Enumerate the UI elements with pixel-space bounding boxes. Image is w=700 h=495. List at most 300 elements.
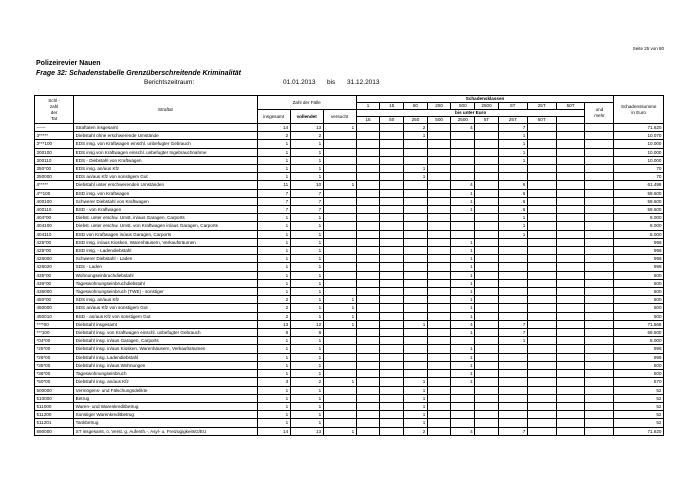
cell-class-count bbox=[527, 370, 556, 378]
cell-insgesamt: 1 bbox=[257, 255, 290, 263]
class-from: 1 bbox=[356, 103, 380, 110]
class-from: 15 bbox=[380, 103, 404, 110]
cell-class-count bbox=[356, 214, 380, 222]
cell-class-count bbox=[585, 312, 614, 320]
cell-insgesamt: 1 bbox=[257, 288, 290, 296]
cell-class-count bbox=[427, 263, 451, 271]
cell-versucht bbox=[323, 419, 356, 427]
cell-straftat: BSD - von Kraftwagen bbox=[74, 206, 258, 214]
cell-straftat: Vermögens- und Fälschungsdelikte bbox=[74, 386, 258, 394]
cell-class-count bbox=[380, 427, 404, 435]
table-row bbox=[35, 148, 664, 156]
table-row bbox=[35, 132, 664, 140]
cell-key: 450*00 bbox=[35, 296, 74, 304]
cell-summe: 998 bbox=[614, 353, 664, 361]
cell-versucht bbox=[323, 230, 356, 238]
cell-class-count: 1 bbox=[451, 197, 475, 205]
cell-summe: 8.000 bbox=[614, 222, 664, 230]
cell-class-count bbox=[556, 288, 585, 296]
cell-class-count bbox=[585, 148, 614, 156]
cell-class-count bbox=[380, 304, 404, 312]
cell-key: 426020 bbox=[35, 263, 74, 271]
cell-class-count bbox=[585, 394, 614, 402]
class-to: 25T bbox=[498, 117, 527, 124]
cell-class-count bbox=[556, 189, 585, 197]
cell-class-count bbox=[585, 329, 614, 337]
cell-vollendet: 1 bbox=[290, 394, 323, 402]
cell-class-count bbox=[527, 402, 556, 410]
cell-class-count bbox=[556, 329, 585, 337]
cell-summe: 52 bbox=[614, 411, 664, 419]
table-row bbox=[35, 386, 664, 394]
cell-class-count bbox=[475, 206, 499, 214]
table-header bbox=[35, 96, 664, 124]
cell-vollendet: 7 bbox=[290, 206, 323, 214]
cell-vollendet: 1 bbox=[290, 140, 323, 148]
cell-versucht bbox=[323, 353, 356, 361]
cell-class-count bbox=[585, 271, 614, 279]
cell-class-count bbox=[585, 337, 614, 345]
cell-class-count bbox=[556, 140, 585, 148]
cell-insgesamt: 1 bbox=[257, 279, 290, 287]
cell-class-count: 1 bbox=[451, 263, 475, 271]
cell-class-count bbox=[498, 263, 527, 271]
cell-versucht bbox=[323, 288, 356, 296]
cell-insgesamt: 1 bbox=[257, 165, 290, 173]
cell-vollendet: 1 bbox=[290, 255, 323, 263]
table-row bbox=[35, 173, 664, 181]
cell-class-count bbox=[556, 173, 585, 181]
cell-class-count bbox=[556, 279, 585, 287]
cell-class-count bbox=[585, 427, 614, 435]
cell-class-count bbox=[427, 247, 451, 255]
cell-class-count bbox=[498, 419, 527, 427]
cell-key: 510000 bbox=[35, 394, 74, 402]
cell-class-count bbox=[498, 304, 527, 312]
cell-straftat: Waren- und Warenkreditbetrug bbox=[74, 402, 258, 410]
cell-class-count bbox=[498, 247, 527, 255]
cell-versucht: 1 bbox=[323, 296, 356, 304]
cell-class-count: 6 bbox=[498, 197, 527, 205]
cell-key: 436000 bbox=[35, 288, 74, 296]
cell-class-count bbox=[475, 230, 499, 238]
table-row bbox=[35, 402, 664, 410]
header-versucht: versucht bbox=[323, 110, 356, 124]
cell-class-count bbox=[475, 304, 499, 312]
cell-class-count bbox=[556, 156, 585, 164]
header-straftat: Straftat bbox=[74, 96, 258, 124]
cell-class-count: 1 bbox=[404, 411, 428, 419]
cell-class-count bbox=[404, 263, 428, 271]
cell-class-count bbox=[404, 296, 428, 304]
cell-summe: 500 bbox=[614, 361, 664, 369]
cell-summe: 998 bbox=[614, 247, 664, 255]
cell-class-count bbox=[585, 263, 614, 271]
table-row bbox=[35, 279, 664, 287]
cell-summe: 69.500 bbox=[614, 329, 664, 337]
cell-class-count bbox=[427, 124, 451, 132]
cell-class-count bbox=[527, 345, 556, 353]
cell-class-count bbox=[427, 427, 451, 435]
cell-class-count bbox=[556, 181, 585, 189]
cell-class-count bbox=[380, 320, 404, 328]
cell-vollendet: 10 bbox=[290, 181, 323, 189]
cell-versucht bbox=[323, 165, 356, 173]
cell-class-count bbox=[427, 230, 451, 238]
cell-insgesamt: 2 bbox=[257, 304, 290, 312]
cell-class-count bbox=[380, 288, 404, 296]
cell-key: 350*00 bbox=[35, 165, 74, 173]
cell-vollendet: 1 bbox=[290, 419, 323, 427]
class-to: 500 bbox=[427, 117, 451, 124]
cell-class-count bbox=[527, 320, 556, 328]
cell-class-count bbox=[527, 329, 556, 337]
cell-class-count bbox=[356, 337, 380, 345]
cell-vollendet: 2 bbox=[290, 132, 323, 140]
cell-summe: 10.000 bbox=[614, 140, 664, 148]
cell-versucht bbox=[323, 394, 356, 402]
cell-key: 425*00 bbox=[35, 238, 74, 246]
cell-class-count bbox=[404, 140, 428, 148]
cell-vollendet: 7 bbox=[290, 189, 323, 197]
cell-insgesamt: 1 bbox=[257, 222, 290, 230]
cell-class-count bbox=[380, 156, 404, 164]
cell-straftat: BSD von Kraftwagen in/aus Garagen, Carports bbox=[74, 230, 258, 238]
cell-class-count bbox=[404, 181, 428, 189]
cell-class-count bbox=[585, 165, 614, 173]
cell-straftat: SDS an/aus Kfz von sonstigem Gut bbox=[74, 304, 258, 312]
cell-class-count bbox=[427, 255, 451, 263]
cell-class-count bbox=[475, 173, 499, 181]
cell-straftat: EDS an/aus Kfz von sonstigem Gut bbox=[74, 173, 258, 181]
cell-class-count: 1 bbox=[404, 173, 428, 181]
cell-summe: 8.000 bbox=[614, 337, 664, 345]
cell-class-count bbox=[556, 320, 585, 328]
cell-class-count: 1 bbox=[498, 337, 527, 345]
cell-class-count bbox=[527, 427, 556, 435]
table-row bbox=[35, 124, 664, 132]
cell-class-count bbox=[498, 173, 527, 181]
cell-class-count bbox=[451, 165, 475, 173]
cell-key: 435*00 bbox=[35, 271, 74, 279]
cell-key: 500000 bbox=[35, 386, 74, 394]
cell-straftat: Diebstahl insg. in/aus Wohnungen bbox=[74, 361, 258, 369]
cell-straftat: Betrug bbox=[74, 394, 258, 402]
cell-class-count: 4 bbox=[451, 124, 475, 132]
table-row bbox=[35, 189, 664, 197]
cell-class-count bbox=[356, 173, 380, 181]
cell-class-count bbox=[527, 189, 556, 197]
table-row bbox=[35, 288, 664, 296]
cell-class-count: 1 bbox=[451, 361, 475, 369]
class-from: 5T bbox=[498, 103, 527, 110]
cell-class-count bbox=[498, 255, 527, 263]
cell-class-count bbox=[356, 140, 380, 148]
cell-class-count bbox=[427, 320, 451, 328]
cell-class-count: 1 bbox=[404, 132, 428, 140]
cell-class-count bbox=[380, 419, 404, 427]
cell-class-count: 1 bbox=[451, 288, 475, 296]
cell-insgesamt: 1 bbox=[257, 411, 290, 419]
header-summe: Schadenssumme in Euro bbox=[614, 96, 664, 124]
cell-versucht: 1 bbox=[323, 304, 356, 312]
cell-class-count: 4 bbox=[451, 427, 475, 435]
cell-vollendet: 1 bbox=[290, 353, 323, 361]
cell-class-count bbox=[427, 206, 451, 214]
cell-class-count bbox=[451, 222, 475, 230]
cell-versucht bbox=[323, 238, 356, 246]
cell-class-count bbox=[404, 304, 428, 312]
cell-class-count bbox=[556, 411, 585, 419]
cell-key: *36*00 bbox=[35, 370, 74, 378]
cell-class-count bbox=[404, 329, 428, 337]
table-row bbox=[35, 345, 664, 353]
cell-key: 436*00 bbox=[35, 279, 74, 287]
class-from: 2500 bbox=[475, 103, 499, 110]
cell-summe: 59.500 bbox=[614, 189, 664, 197]
table-row bbox=[35, 140, 664, 148]
cell-class-count bbox=[527, 173, 556, 181]
cell-class-count bbox=[427, 337, 451, 345]
cell-insgesamt: 8 bbox=[257, 329, 290, 337]
table-row bbox=[35, 353, 664, 361]
cell-class-count bbox=[475, 255, 499, 263]
cell-class-count bbox=[356, 189, 380, 197]
cell-class-count bbox=[404, 370, 428, 378]
cell-class-count bbox=[527, 353, 556, 361]
cell-class-count bbox=[356, 255, 380, 263]
cell-class-count bbox=[404, 288, 428, 296]
cell-class-count bbox=[380, 402, 404, 410]
table-row bbox=[35, 165, 664, 173]
cell-class-count bbox=[356, 197, 380, 205]
cell-insgesamt: 1 bbox=[257, 214, 290, 222]
cell-class-count bbox=[585, 173, 614, 181]
cell-summe: 998 bbox=[614, 263, 664, 271]
cell-class-count bbox=[527, 238, 556, 246]
cell-class-count bbox=[380, 353, 404, 361]
cell-class-count bbox=[380, 271, 404, 279]
cell-class-count bbox=[451, 132, 475, 140]
cell-key: 400110 bbox=[35, 206, 74, 214]
cell-straftat: EDS insg. an/aus Kfz bbox=[74, 165, 258, 173]
cell-class-count bbox=[585, 419, 614, 427]
cell-class-count bbox=[585, 378, 614, 386]
cell-versucht: 1 bbox=[323, 312, 356, 320]
cell-key: 450010 bbox=[35, 312, 74, 320]
header-bis-unter-euro: bis unter Euro bbox=[356, 110, 585, 117]
cell-class-count bbox=[380, 411, 404, 419]
cell-versucht bbox=[323, 337, 356, 345]
cell-class-count bbox=[556, 238, 585, 246]
cell-class-count bbox=[356, 165, 380, 173]
cell-vollendet: 1 bbox=[290, 288, 323, 296]
cell-class-count bbox=[475, 132, 499, 140]
cell-key: 426*00 bbox=[35, 247, 74, 255]
page-number: Seite 25 von 80 bbox=[632, 46, 664, 51]
cell-class-count bbox=[427, 271, 451, 279]
table-row bbox=[35, 361, 664, 369]
cell-class-count bbox=[585, 197, 614, 205]
cell-class-count bbox=[356, 156, 380, 164]
cell-class-count bbox=[475, 296, 499, 304]
cell-straftat: Diebstahl unter erschwerenden Umständen bbox=[74, 181, 258, 189]
cell-summe: 500 bbox=[614, 279, 664, 287]
cell-insgesamt: 1 bbox=[257, 386, 290, 394]
cell-class-count: 6 bbox=[498, 206, 527, 214]
cell-class-count bbox=[585, 156, 614, 164]
cell-class-count bbox=[498, 238, 527, 246]
cell-class-count bbox=[356, 271, 380, 279]
cell-class-count bbox=[380, 386, 404, 394]
cell-insgesamt: 1 bbox=[257, 140, 290, 148]
cell-class-count bbox=[498, 288, 527, 296]
cell-class-count bbox=[404, 247, 428, 255]
cell-key: 3***100 bbox=[35, 140, 74, 148]
cell-class-count bbox=[451, 394, 475, 402]
cell-class-count bbox=[585, 370, 614, 378]
cell-insgesamt: 3 bbox=[257, 378, 290, 386]
cell-key: 511200 bbox=[35, 411, 74, 419]
cell-class-count bbox=[380, 181, 404, 189]
cell-class-count bbox=[475, 386, 499, 394]
cell-class-count bbox=[356, 206, 380, 214]
cell-class-count bbox=[380, 124, 404, 132]
cell-straftat: Diebstahl insg. in/aus Garagen, Carports bbox=[74, 337, 258, 345]
cell-key: 404100 bbox=[35, 222, 74, 230]
cell-class-count bbox=[556, 337, 585, 345]
cell-class-count bbox=[356, 378, 380, 386]
cell-straftat: Diebstahl insgesamt bbox=[74, 320, 258, 328]
cell-class-count bbox=[585, 206, 614, 214]
cell-straftat: ST insgesamt, o. Verst. g. Aufenth.-, Asyl- u. FreizügigkeitsG/EU bbox=[74, 427, 258, 435]
cell-class-count: 4 bbox=[451, 181, 475, 189]
cell-class-count bbox=[475, 370, 499, 378]
cell-straftat: Diebstahl insg. von Kraftwagen einschl. unbefugter Gebrauch bbox=[74, 329, 258, 337]
cell-versucht bbox=[323, 197, 356, 205]
cell-class-count bbox=[356, 345, 380, 353]
cell-class-count bbox=[475, 427, 499, 435]
cell-vollendet: 1 bbox=[290, 238, 323, 246]
cell-summe: 70 bbox=[614, 165, 664, 173]
cell-class-count bbox=[498, 271, 527, 279]
cell-versucht bbox=[323, 255, 356, 263]
cell-vollendet: 1 bbox=[290, 247, 323, 255]
cell-class-count: 1 bbox=[451, 279, 475, 287]
cell-class-count bbox=[556, 124, 585, 132]
cell-class-count bbox=[475, 345, 499, 353]
cell-straftat: Diebstahl insg. Ladendiebstahl bbox=[74, 353, 258, 361]
cell-insgesamt: 1 bbox=[257, 370, 290, 378]
cell-summe: 998 bbox=[614, 238, 664, 246]
cell-insgesamt: 1 bbox=[257, 337, 290, 345]
class-und-mehr: und mehr bbox=[585, 103, 614, 124]
cell-class-count bbox=[475, 247, 499, 255]
cell-insgesamt: 1 bbox=[257, 271, 290, 279]
cell-class-count bbox=[451, 337, 475, 345]
cell-class-count bbox=[356, 386, 380, 394]
cell-class-count bbox=[356, 411, 380, 419]
cell-class-count: 4 bbox=[451, 320, 475, 328]
header-zahl-faelle: Zahl der Fälle bbox=[257, 96, 356, 110]
cell-key: 404*00 bbox=[35, 214, 74, 222]
cell-summe: 500 bbox=[614, 312, 664, 320]
cell-class-count: 1 bbox=[451, 206, 475, 214]
cell-class-count bbox=[404, 156, 428, 164]
cell-key: 400100 bbox=[35, 197, 74, 205]
cell-class-count bbox=[585, 353, 614, 361]
cell-summe: 500 bbox=[614, 296, 664, 304]
cell-class-count bbox=[498, 370, 527, 378]
cell-class-count bbox=[556, 263, 585, 271]
cell-straftat: Straftaten insgesamt bbox=[74, 124, 258, 132]
cell-straftat: EDS insg. von Kraftwagen einschl. unbefugter Gebrauch bbox=[74, 140, 258, 148]
cell-class-count bbox=[475, 263, 499, 271]
class-to-empty bbox=[556, 117, 585, 124]
class-from: 250 bbox=[427, 103, 451, 110]
cell-class-count bbox=[356, 279, 380, 287]
cell-class-count bbox=[451, 386, 475, 394]
table-row bbox=[35, 181, 664, 189]
cell-key: ------ bbox=[35, 124, 74, 132]
cell-class-count bbox=[404, 353, 428, 361]
cell-insgesamt: 14 bbox=[257, 124, 290, 132]
table-row bbox=[35, 378, 664, 386]
cell-class-count: 1 bbox=[451, 238, 475, 246]
cell-vollendet: 1 bbox=[290, 345, 323, 353]
cell-class-count bbox=[427, 361, 451, 369]
cell-straftat: Tageswohnungseinbruch (TWE) - sonstiger bbox=[74, 288, 258, 296]
cell-class-count bbox=[585, 361, 614, 369]
cell-class-count bbox=[427, 402, 451, 410]
cell-class-count bbox=[585, 402, 614, 410]
class-to: 5T bbox=[475, 117, 499, 124]
cell-straftat: SDS - Laden bbox=[74, 263, 258, 271]
cell-versucht bbox=[323, 148, 356, 156]
cell-class-count bbox=[498, 394, 527, 402]
cell-class-count bbox=[527, 222, 556, 230]
cell-class-count bbox=[475, 140, 499, 148]
cell-class-count bbox=[427, 345, 451, 353]
cell-class-count bbox=[475, 238, 499, 246]
cell-class-count bbox=[556, 230, 585, 238]
cell-summe: 998 bbox=[614, 345, 664, 353]
cell-key: 300110 bbox=[35, 156, 74, 164]
cell-key: *26*00 bbox=[35, 353, 74, 361]
header-schadensklassen: Schadensklassen bbox=[356, 96, 614, 103]
cell-key: 511000 bbox=[35, 402, 74, 410]
cell-class-count bbox=[380, 206, 404, 214]
cell-versucht bbox=[323, 222, 356, 230]
cell-class-count bbox=[585, 345, 614, 353]
cell-class-count: 1 bbox=[404, 402, 428, 410]
table-row bbox=[35, 247, 664, 255]
cell-class-count bbox=[556, 222, 585, 230]
cell-class-count bbox=[498, 402, 527, 410]
cell-vollendet: 1 bbox=[290, 165, 323, 173]
cell-class-count bbox=[475, 320, 499, 328]
cell-class-count bbox=[380, 214, 404, 222]
cell-class-count bbox=[556, 132, 585, 140]
cell-class-count bbox=[585, 214, 614, 222]
cell-class-count bbox=[556, 304, 585, 312]
cell-versucht bbox=[323, 247, 356, 255]
cell-insgesamt: 2 bbox=[257, 132, 290, 140]
cell-class-count bbox=[380, 279, 404, 287]
cell-class-count bbox=[451, 173, 475, 181]
cell-class-count bbox=[475, 124, 499, 132]
table-row bbox=[35, 222, 664, 230]
